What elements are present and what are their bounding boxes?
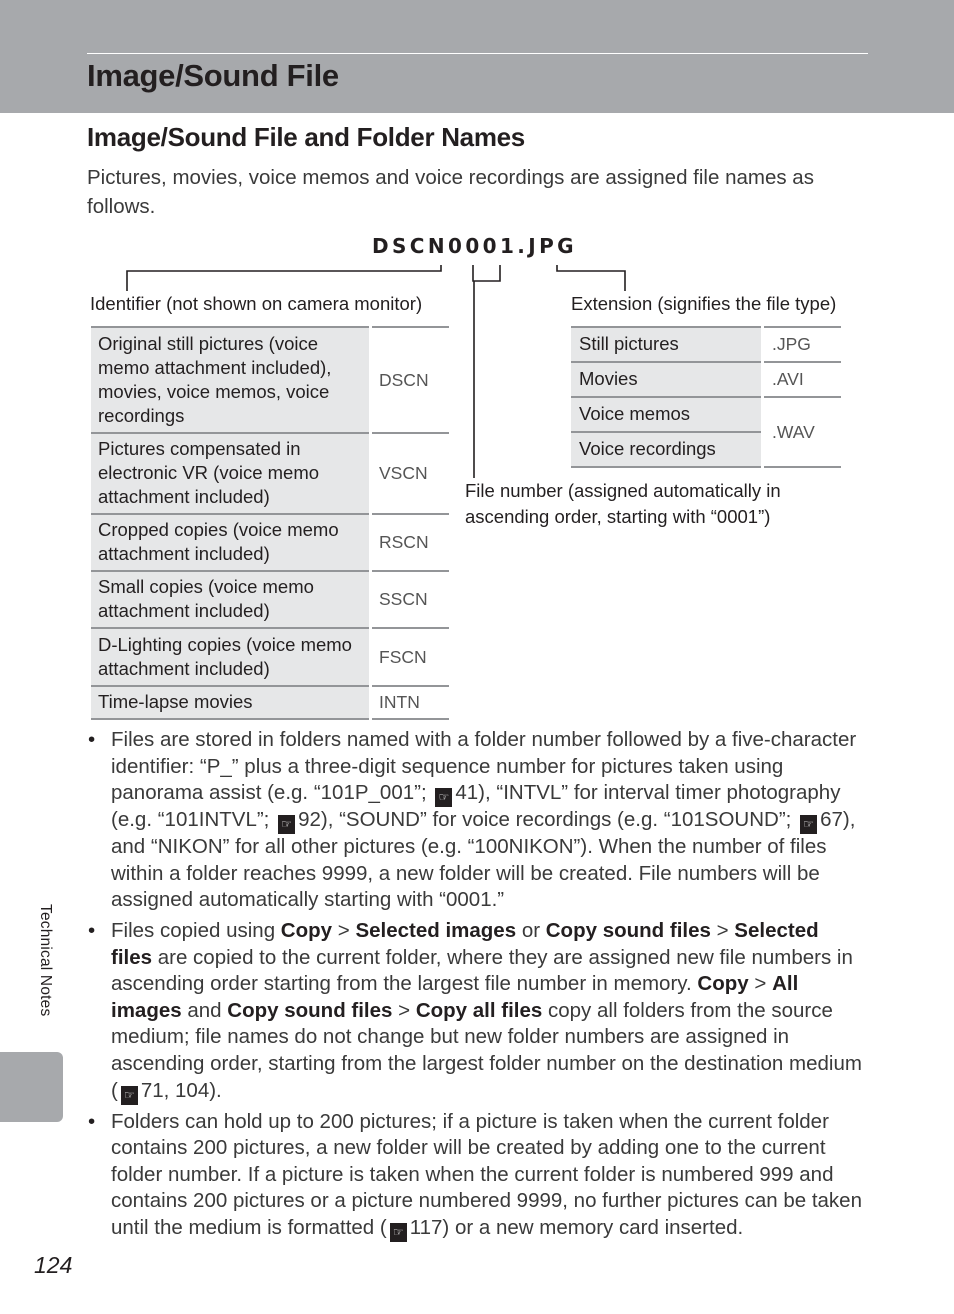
notes-list — [87, 727, 865, 1246]
identifier-code: SSCN — [371, 571, 450, 628]
extension-description: Movies — [571, 362, 763, 397]
extension-table — [571, 326, 841, 468]
identifier-description: Original still pictures (voice memo attachment included), movies, voice memos, voice recordings — [91, 327, 371, 433]
table-row — [571, 397, 841, 432]
page-number: 124 — [34, 1252, 73, 1278]
section-thumb-tab — [0, 1052, 63, 1122]
table-row — [571, 362, 841, 397]
identifier-label: Identifier (not shown on camera monitor) — [90, 293, 423, 314]
table-row — [91, 327, 449, 433]
bullet-text: 41), “INTVL” for interval timer photography (e.g. “101INTVL”; — [111, 781, 841, 832]
table-row — [91, 686, 449, 719]
file-number-bracket — [473, 265, 500, 281]
bullet-text: or — [521, 918, 541, 942]
list-item — [87, 918, 865, 1105]
identifier-code: DSCN — [371, 327, 450, 433]
menu-option-text: Selected files — [111, 918, 819, 969]
identifier-code: VSCN — [371, 433, 450, 514]
header-rule — [87, 53, 868, 54]
page-reference-icon: ☞ — [278, 815, 295, 834]
table-row — [91, 514, 449, 571]
table-row — [91, 571, 449, 628]
table-row — [91, 433, 449, 514]
file-number-label: File number (assigned automatically in ascending order, starting with “0001”) — [465, 480, 781, 527]
bullet-text: are copied to the current folder, where they are assigned new file numbers in ascending order starting from the largest file number in memory. — [111, 945, 853, 996]
menu-option-text: Copy all files — [415, 998, 543, 1022]
table-row — [571, 327, 841, 362]
bullet-text: Files are stored in folders named with a folder number followed by a five-character identifier: “P_” plus a three-digit sequence number for pictures taken using panorama assist (e.g. “101P_001”; — [111, 728, 857, 805]
page-reference-icon: ☞ — [390, 1223, 407, 1242]
list-item — [87, 1109, 865, 1242]
bullet-text: 67), and “NIKON” for all other pictures (e.g. “100NIKON”). When the number of files within a folder reaches 9999, a new folder will be created. File numbers will be assigned automatically starting with “0001.” — [111, 808, 856, 912]
page-reference-icon: ☞ — [435, 788, 452, 807]
identifier-code: INTN — [371, 686, 450, 719]
extension-code: .WAV — [763, 397, 842, 467]
bullet-text: 71, 104). — [140, 1078, 222, 1102]
identifier-code: RSCN — [371, 514, 450, 571]
section-tab-label: Technical Notes — [37, 904, 54, 1017]
bullet-text: > — [716, 918, 729, 942]
bullet-icon: • — [88, 918, 96, 942]
identifier-description: Time-lapse movies — [91, 686, 371, 719]
page-reference-icon: ☞ — [800, 815, 817, 834]
bullet-text: 92), “SOUND” for voice recordings (e.g. “101SOUND”; — [298, 808, 792, 832]
identifier-description: Cropped copies (voice memo attachment included) — [91, 514, 371, 571]
extension-code: .JPG — [763, 327, 842, 362]
identifier-code: FSCN — [371, 628, 450, 686]
bullet-text: Files copied using — [111, 918, 276, 942]
bullet-text: > — [398, 998, 411, 1022]
bullet-text: 117) or a new memory card inserted. — [409, 1215, 744, 1239]
menu-option-text: Copy sound files — [545, 918, 711, 942]
identifier-bracket — [127, 265, 441, 291]
identifier-description: Pictures compensated in electronic VR (voice memo attachment included) — [91, 433, 371, 514]
extension-label: Extension (signifies the file type) — [571, 293, 837, 314]
bullet-icon: • — [88, 1109, 96, 1133]
bullet-icon: • — [88, 728, 96, 751]
extension-code: .AVI — [763, 362, 842, 397]
identifier-description: D-Lighting copies (voice memo attachment included) — [91, 628, 371, 686]
chapter-header-band — [0, 0, 954, 113]
identifier-table — [91, 326, 449, 720]
section-title: Image/Sound File and Folder Names — [87, 122, 525, 152]
menu-option-text: Copy — [697, 972, 749, 996]
table-row — [91, 628, 449, 686]
bullet-text: copy all folders from the source medium; file names do not change but new folder numbers are assigned in ascending order, starting from the largest folder number on the destination medium ( — [111, 998, 862, 1102]
menu-option-text: Copy sound files — [227, 998, 393, 1022]
bullet-text: Folders can hold up to 200 pictures; if a picture is taken when the current folder contains 200 pictures, a new folder will be created by adding one to the current folder number. If a picture is taken when the current folder is numbered 999 and contains 200 pictures or a picture numbered 9999, no further pictures can be taken until the medium is formatted ( — [111, 1109, 862, 1239]
bullet-text: > — [754, 972, 767, 996]
chapter-title: Image/Sound File — [87, 58, 339, 93]
menu-option-text: Copy — [280, 918, 333, 942]
page-reference-icon: ☞ — [121, 1086, 138, 1105]
list-item — [87, 727, 865, 914]
section-intro: Pictures, movies, voice memos and voice recordings are assigned file names as follows. — [87, 166, 814, 218]
example-filename: DSCN0001.JPG — [372, 234, 577, 258]
extension-description: Still pictures — [571, 327, 763, 362]
menu-option-text: Selected images — [355, 918, 517, 942]
extension-description: Voice memos — [571, 397, 763, 432]
bullet-text: > — [337, 918, 350, 942]
identifier-description: Small copies (voice memo attachment included) — [91, 571, 371, 628]
extension-bracket — [557, 265, 625, 291]
extension-description: Voice recordings — [571, 432, 763, 467]
menu-option-text: All images — [111, 972, 799, 1022]
bullet-text: and — [187, 998, 222, 1022]
